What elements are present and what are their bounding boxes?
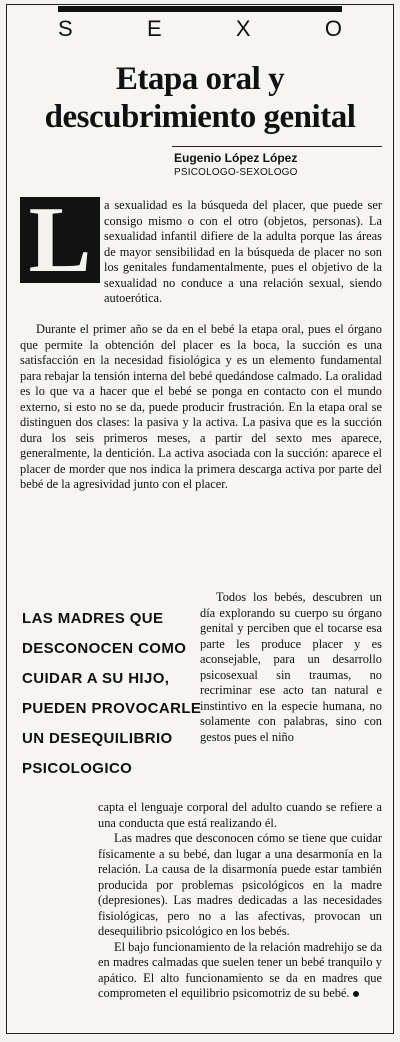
- section-label: [58, 16, 342, 42]
- section-letter: X: [235, 16, 251, 41]
- author-role: PSICOLOGO-SEXOLOGO: [174, 167, 298, 178]
- oral-stage-text: Durante el primer año se da en el bebé la etapa oral, pues el órgano que permite la obtención del placer es la boca, la succión es una satisfacción en la necesidad fisiológica y es un elemento fundamental para rebajar la tensión interna del bebé quedándose calmado. La oralidad es lo que va a hacer que el bebé se ponga en contacto con el mundo externo, si esto no se da, puede producir frustración. En la etapa oral se distinguen dos clases: la pasiva y la activa. La pasiva que es la succión dura los seis primeros meses, a partir del sexto mes aparece, generalmente, la dentición. La activa asociada con la succión: aparece el placer de morder que nos indica la primera descarga activa por parte del bebé de la agresividad junto con el placer.: [20, 322, 382, 491]
- author-name: Eugenio López López: [174, 151, 298, 165]
- section-bar: [58, 6, 342, 12]
- section-letter: O: [324, 16, 342, 41]
- babies-text-end: capta el lenguaje corporal del adulto cuando se refiere a una conducta que está realizando él.: [98, 800, 382, 830]
- article-headline: [20, 60, 380, 136]
- pull-quote-line: PUEDEN PROVOCARLE: [22, 700, 202, 717]
- pull-quote-line: LAS MADRES QUE: [22, 610, 164, 627]
- byline-rule: [172, 146, 382, 147]
- pull-quote-line: PSICOLOGICO: [22, 760, 133, 777]
- pull-quote-line: DESCONOCEN COMO: [22, 640, 187, 657]
- drop-cap: L: [20, 197, 100, 283]
- oral-stage-paragraph: [20, 322, 382, 493]
- pull-quote: [22, 604, 202, 784]
- lower-column: [98, 800, 382, 1002]
- headline-line-1: Etapa oral y: [115, 61, 285, 97]
- pull-quote-line: UN DESEQUILIBRIO: [22, 730, 173, 747]
- intro-text: a sexualidad es la búsqueda del placer, que puede ser consigo mismo o con el otro (objetos, personas). La sexualidad infantil difiere de la adulta porque las áreas de mayor sensibilidad en la búsqueda de placer no son los genitales fundamentalmente, pues el objetivo de la sexualidad no conduce a una relación sexual, siendo autoerótica.: [104, 198, 382, 305]
- intro-paragraph: [104, 198, 382, 307]
- final-text: El bajo funcionamiento de la relación madrehijo se da en madres calmadas que suelen tener un bebé tranquilo y apático. El alto funcionamiento se da en madres que comprometen el equilibrio psicomotriz de su bebé.: [98, 939, 382, 1000]
- mothers-text: Las madres que desconocen cómo se tiene que cuidar físicamente a su bebé, dan lugar a una desarmonía en la relación. La causa de la disarmonía puede estar también producida por problemas psicológicos en la madre (depresiones). Las madres dedicadas a las necesidades fisiológicas, pero no a las afectivas, provocan un desequilibrio psicológico en los bebés.: [98, 831, 382, 938]
- babies-paragraph-column: [200, 590, 382, 745]
- pull-quote-line: CUIDAR A SU HIJO,: [22, 670, 170, 687]
- end-bullet-icon: [353, 991, 359, 997]
- section-letter: E: [146, 16, 162, 41]
- headline-line-2: descubrimiento genital: [44, 99, 356, 135]
- babies-text-start: Todos los bebés, descubren un día explorando su cuerpo su órgano genital y perciben que el tocarse esa parte les produce placer y es aconsejable, para un desarrollo psicosexual sin traumas, no recriminar ese acto tan natural e instintivo en la especie humana, no solamente con palabras, sino con gestos pues el niño: [200, 590, 382, 744]
- section-letter: S: [58, 16, 73, 41]
